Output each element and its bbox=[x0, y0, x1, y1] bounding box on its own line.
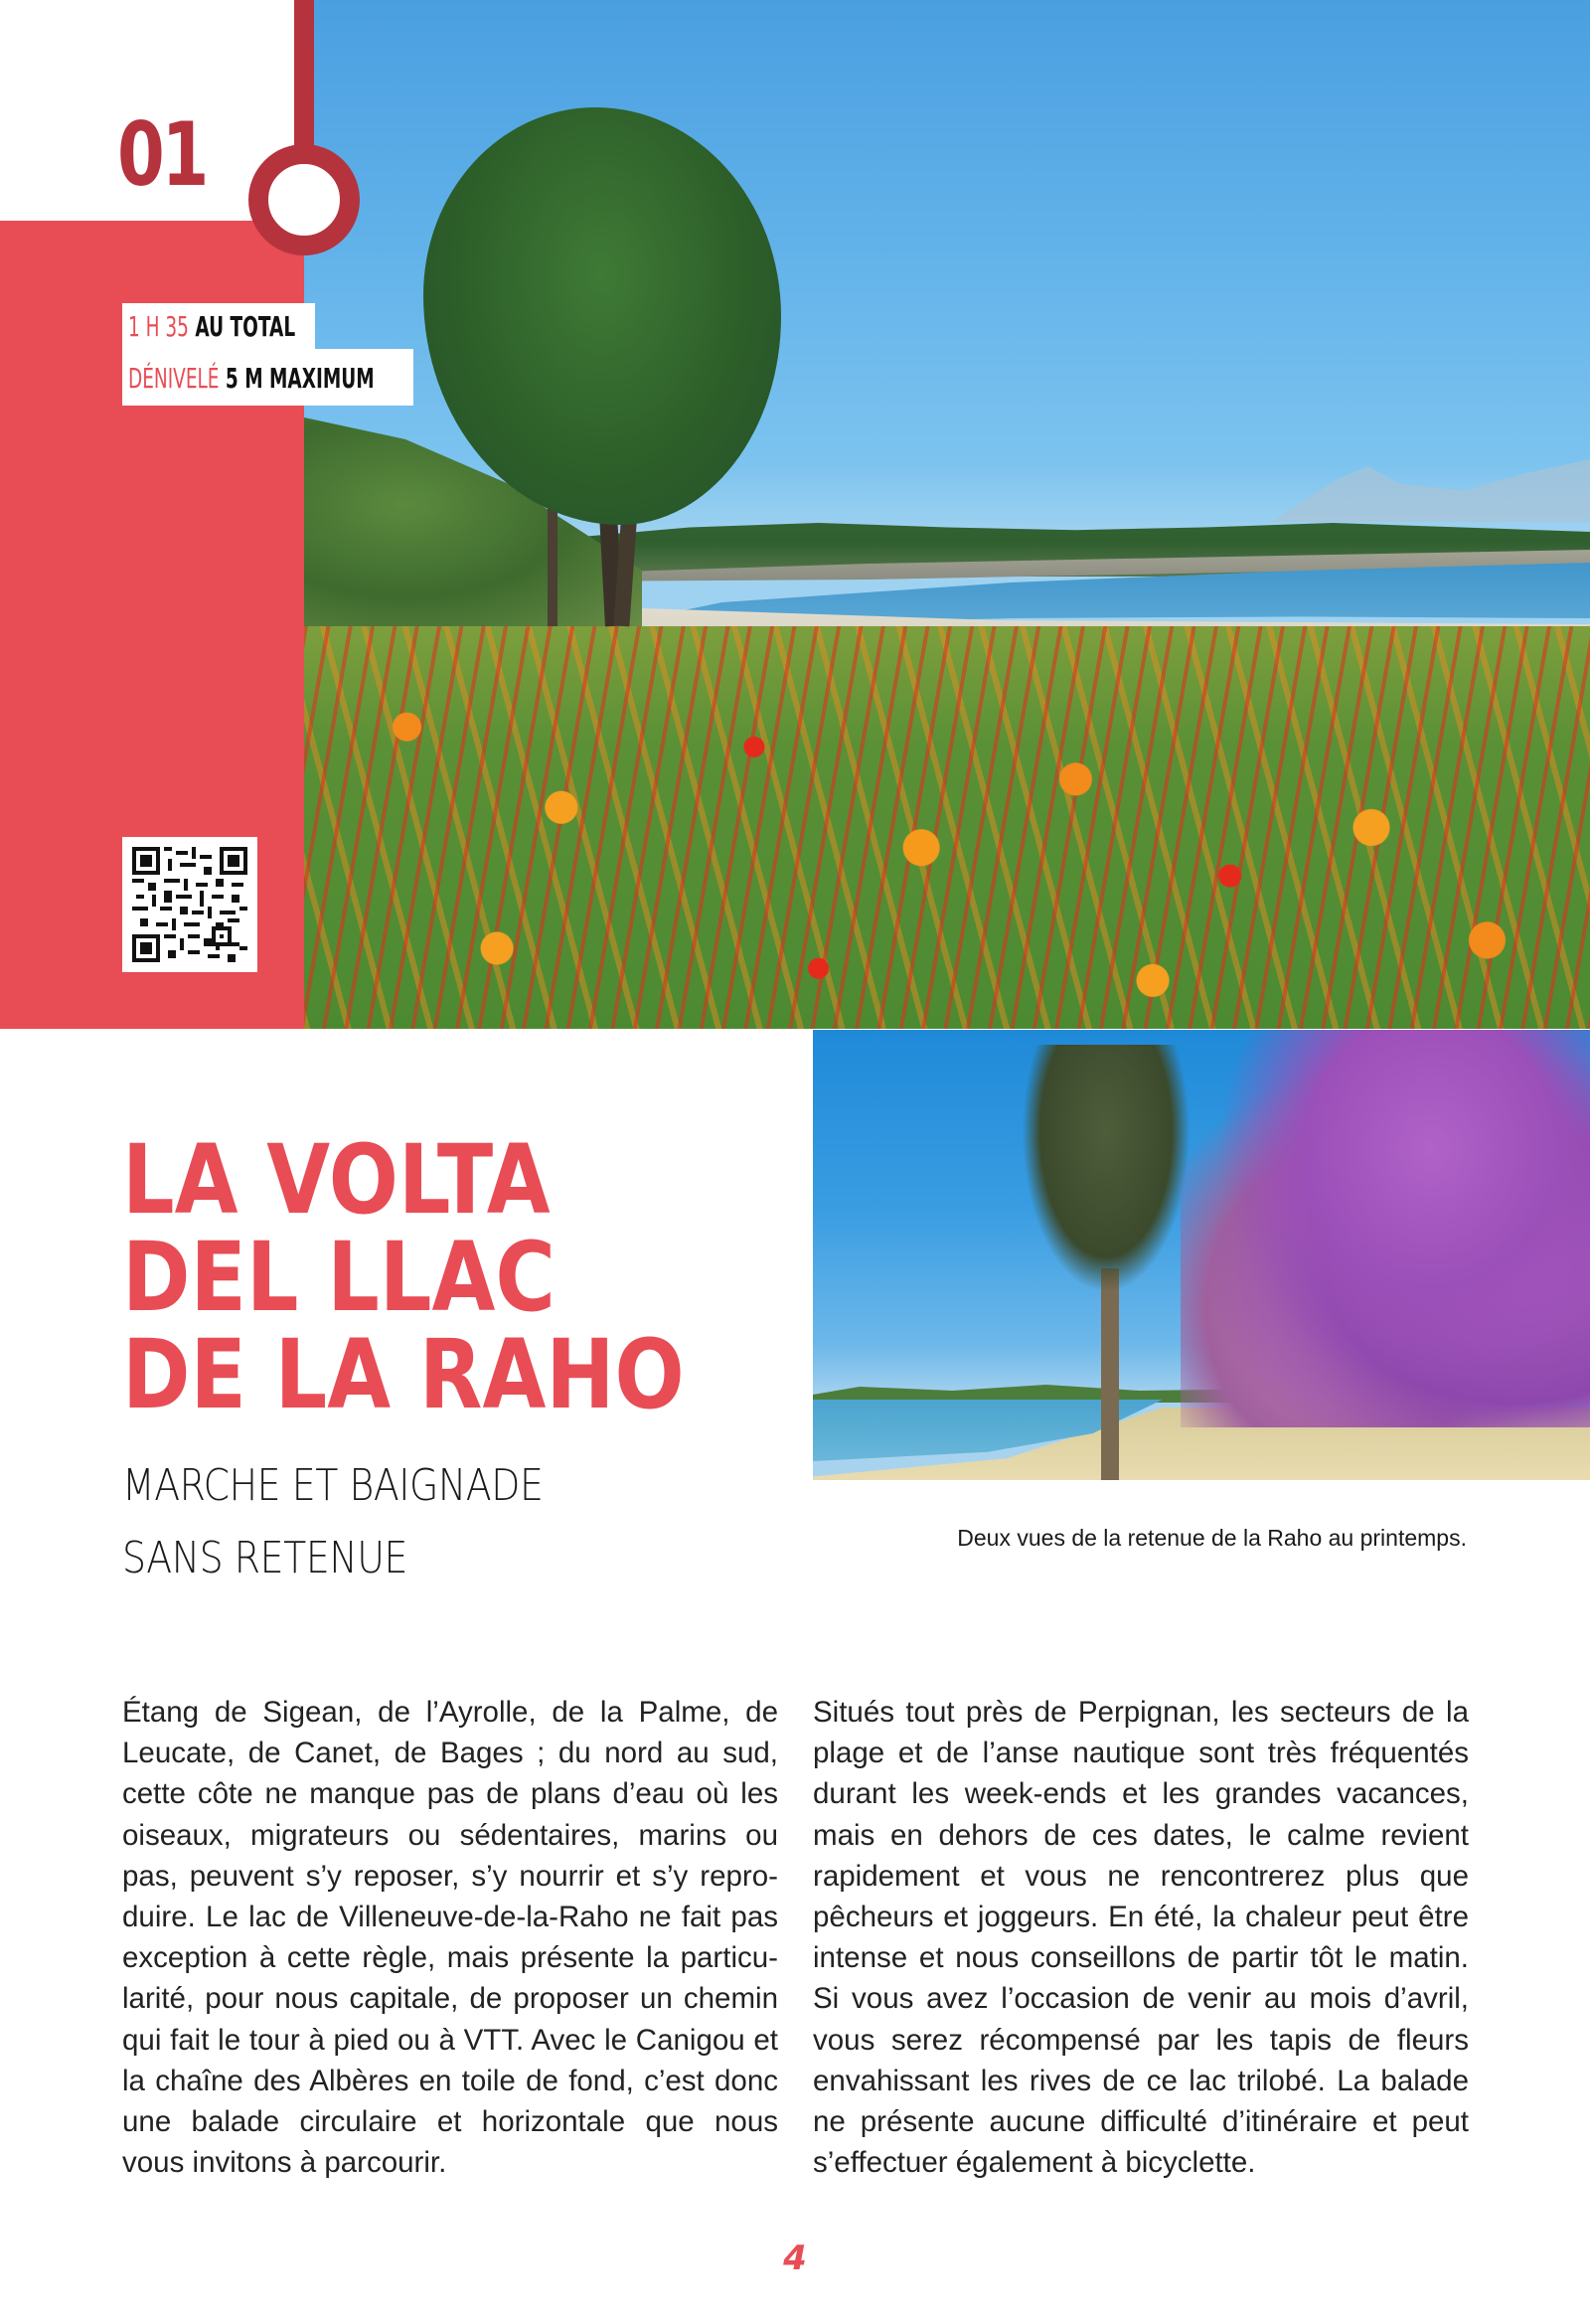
wildflower-meadow bbox=[304, 626, 1590, 1029]
body-line: durant les week-ends et les grandes vacances, bbox=[813, 1777, 1469, 1811]
body-line: vous serez récompensé par les tapis de fleurs bbox=[813, 2023, 1469, 2057]
body-line: intense et nous conseillons de partir tôt le matin. bbox=[813, 1941, 1469, 1975]
flowering-judas-tree bbox=[1181, 1030, 1590, 1427]
body-line: s’effectuer également à bicyclette. bbox=[813, 2146, 1256, 2180]
title-line-3: DE LA RAHO bbox=[122, 1319, 685, 1430]
page-title bbox=[122, 1124, 720, 1430]
body-line: rapidement et vous ne rencontrerez plus que bbox=[813, 1859, 1469, 1893]
body-line: Étang de Sigean, de l’Ayrolle, de la Palme, de bbox=[122, 1696, 778, 1729]
body-line: Leucate, de Canet, de Bages ; du nord au sud, bbox=[122, 1737, 778, 1770]
subtitle-line-1: MARCHE ET BAIGNADE bbox=[122, 1460, 544, 1511]
duration-value: 1 H 35 bbox=[128, 310, 189, 343]
palm-fronds bbox=[1022, 1045, 1191, 1293]
body-line: oiseaux, migrateurs ou sédentaires, marins ou bbox=[122, 1818, 778, 1852]
qr-code-graphic bbox=[132, 847, 247, 962]
body-line: exception à cette règle, mais présente la particu- bbox=[122, 1941, 778, 1975]
route-marker-ring-icon bbox=[248, 144, 360, 255]
photo-caption: Deux vues de la retenue de la Raho au printemps. bbox=[957, 1525, 1467, 1551]
page-number: 4 bbox=[783, 2239, 807, 2278]
route-number: 01 bbox=[117, 103, 207, 206]
body-column-right bbox=[813, 1692, 1469, 2183]
body-line: ne présente aucune difficulté d’itinéraire et peut bbox=[813, 2105, 1469, 2139]
body-line: la chaîne des Albères en toile de fond, c’est donc bbox=[122, 2064, 778, 2097]
qr-code-icon[interactable] bbox=[122, 837, 257, 972]
subtitle-line-2: SANS RETENUE bbox=[122, 1533, 407, 1583]
body-line: duire. Le lac de Villeneuve-de-la-Raho ne fait pas bbox=[122, 1901, 778, 1934]
secondary-photo bbox=[813, 1030, 1590, 1480]
body-line: pêcheurs et joggeurs. En été, la chaleur peut être bbox=[813, 1901, 1469, 1934]
elevation-value: 5 M MAXIMUM bbox=[225, 362, 375, 395]
duration-caption: AU TOTAL bbox=[195, 310, 296, 343]
mountain-silhouette bbox=[1272, 452, 1590, 522]
title-line-1: LA VOLTA bbox=[122, 1124, 551, 1236]
page-subtitle bbox=[122, 1449, 720, 1594]
elevation-label bbox=[122, 349, 413, 406]
body-line: mais en dehors de ces dates, le calme revient bbox=[813, 1818, 1469, 1852]
body-line: larité, pour nous capitale, de proposer un chemin bbox=[122, 1982, 778, 2016]
duration-label bbox=[122, 303, 315, 349]
main-photo bbox=[304, 0, 1590, 1029]
umbrella-pine-canopy bbox=[423, 107, 781, 525]
body-line: cette côte ne manque pas de plans d’eau où les bbox=[122, 1777, 778, 1811]
palm-trunk bbox=[1101, 1268, 1119, 1480]
body-line: envahissant les rives de ce lac trilobé. La balade bbox=[813, 2064, 1469, 2097]
body-line: une balade circulaire et horizontale que nous bbox=[122, 2105, 778, 2139]
body-line: Situés tout près de Perpignan, les secteurs de la bbox=[813, 1696, 1469, 1729]
body-line: pas, peuvent s’y reposer, s’y nourrir et s’y repro- bbox=[122, 1859, 778, 1893]
body-line: qui fait le tour à pied ou à VTT. Avec le Canigou et bbox=[122, 2023, 778, 2057]
title-line-2: DEL LLAC bbox=[122, 1222, 556, 1333]
body-line: vous invitons à parcourir. bbox=[122, 2146, 447, 2180]
body-line: Si vous avez l’occasion de venir au mois d’avril, bbox=[813, 1982, 1469, 2016]
body-column-left bbox=[122, 1692, 778, 2183]
body-line: plage et de l’anse nautique sont très fréquentés bbox=[813, 1737, 1469, 1770]
elevation-caption: DÉNIVELÉ bbox=[128, 362, 220, 395]
